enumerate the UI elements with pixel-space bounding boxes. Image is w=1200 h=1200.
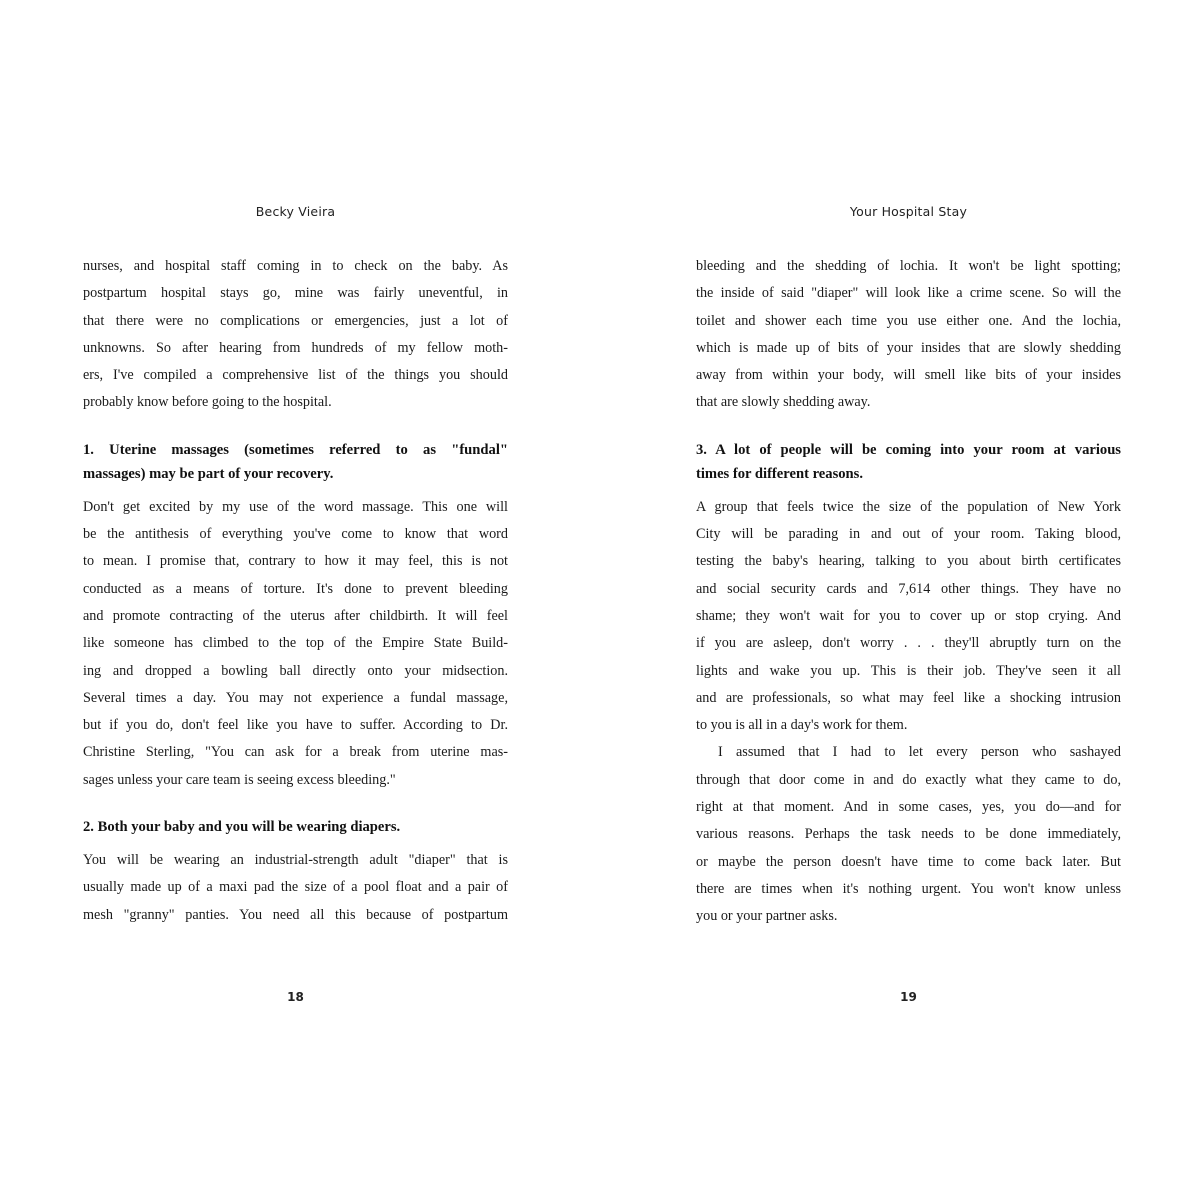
text-line: to you is all in a day's work for them. [696,717,908,734]
text-line: City will be parading in and out of your room. Taking blood, [696,526,1121,543]
text-line: that are slowly shedding away. [696,394,871,411]
text-line: the inside of said "diaper" will look like a crime scene. So will the [696,285,1121,302]
text-line: lights and wake you up. This is their job. They've seen it all [696,662,1121,679]
text-line: be the antithesis of everything you've come to know that word [83,526,508,543]
section-body-1 [83,497,508,797]
text-line: nurses, and hospital staff coming in to check on the baby. As [83,258,508,274]
section-heading-2 [83,817,508,841]
text-line: sages unless your care team is seeing excess bleeding." [83,771,396,788]
text-line: bleeding and the shedding of lochia. It won't be light spotting; [696,258,1121,274]
page-number: 19 [900,990,917,1004]
text-line: away from within your body, will smell like bits of your insides [696,367,1121,384]
text-line: A group that feels twice the size of the population of New York [696,498,1121,515]
text-line: You will be wearing an industrial-strength adult "diaper" that is [83,852,508,869]
text-line: Christine Sterling, "You can ask for a break from uterine mas- [83,744,508,761]
right-page-body [696,256,1121,934]
text-line: there are times when it's nothing urgent. You won't know unless [696,880,1121,897]
text-line: I assumed that I had to let every person who sashayed [718,744,1121,761]
text-line: ers, I've compiled a comprehensive list of the things you should [83,367,508,384]
text-line: ing and dropped a bowling ball directly onto your midsection. [83,662,508,679]
text-line: to mean. I promise that, contrary to how it may feel, this is not [83,553,508,570]
heading-line: times for different reasons. [696,465,863,482]
text-line: but if you do, don't feel like you have to suffer. According to Dr. [83,717,508,734]
text-line: if you are asleep, don't worry . . . they'll abruptly turn on the [696,635,1121,652]
text-line: usually made up of a maxi pad the size of a pool float and a pair of [83,879,508,896]
text-line: conducted as a means of torture. It's done to prevent bleeding [83,580,508,597]
running-head-chapter: Your Hospital Stay [849,204,968,219]
text-line: or maybe the person doesn't have time to come back later. But [696,853,1121,870]
text-line: like someone has climbed to the top of the Empire State Build- [83,635,508,652]
text-line: which is made up of bits of your insides that are slowly shedding [696,339,1121,356]
text-line: that there were no complications or emergencies, just a lot of [83,312,508,329]
text-line: probably know before going to the hospital. [83,394,332,411]
text-line: Several times a day. You may not experience a fundal massage, [83,689,508,706]
section-body-3 [696,497,1121,934]
text-line: Don't get excited by my use of the word massage. This one will [83,498,508,515]
text-line: shame; they won't wait for you to cover up or stop crying. And [696,607,1121,624]
text-line: and promote contracting of the uterus after childbirth. It will feel [83,607,508,624]
left-page-body [83,256,508,932]
text-line: mesh "granny" panties. You need all this because of postpartum [83,906,508,923]
section-heading-1 [83,440,508,488]
text-line: you or your partner asks. [696,908,838,925]
text-line: toilet and shower each time you use either one. And the lochia, [696,312,1121,329]
heading-line: 3. A lot of people will be coming into your room at various [696,441,1121,458]
text-line: right at that moment. And in some cases, yes, you do—and for [696,799,1121,816]
text-line: testing the baby's hearing, talking to you about birth certificates [696,553,1121,570]
text-line: and social security cards and 7,614 other things. They have no [696,580,1121,597]
text-line: postpartum hospital stays go, mine was fairly uneventful, in [83,285,508,302]
page-number: 18 [287,990,304,1004]
section-heading-3 [696,440,1121,488]
text-line: unknowns. So after hearing from hundreds of my fellow moth- [83,339,508,356]
text-line: various reasons. Perhaps the task needs to be done immediately, [696,826,1121,843]
section-body-2 [83,850,508,932]
text-line: and are professionals, so what may feel like a shocking intrusion [696,689,1121,706]
running-head-author: Becky Vieira [255,204,336,219]
text-line: through that door come in and do exactly what they came to do, [696,771,1121,788]
heading-line: 2. Both your baby and you will be wearing diapers. [83,819,401,836]
heading-line: 1. Uterine massages (sometimes referred to as "fundal" [83,441,508,458]
heading-line: massages) may be part of your recovery. [83,465,334,482]
